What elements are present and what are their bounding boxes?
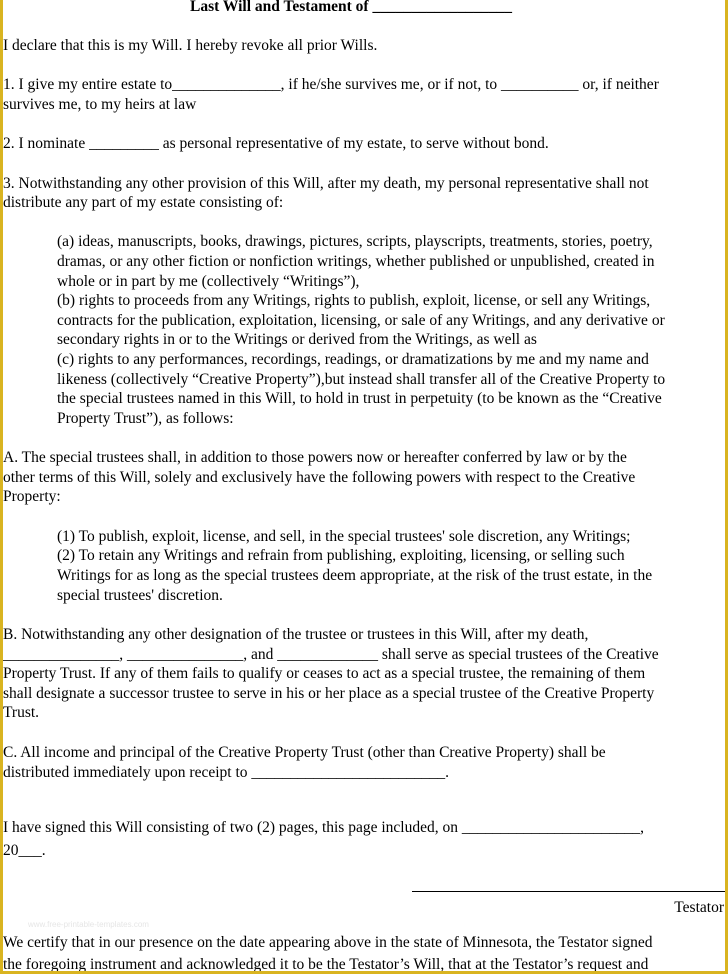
clause-a-item-line: (1) To publish, exploit, license, and sell, in the special trustees' sole discretion, any Writings; — [57, 528, 631, 545]
clause-a-item-line: Writings for as long as the special trustees deem appropriate, at the risk of the trust estate, in the — [57, 567, 653, 584]
clause-a-line: A. The special trustees shall, in addition to those powers now or hereafter conferred by law or by the — [3, 449, 627, 466]
clause-3-line-2: distribute any part of my estate consisting of: — [3, 194, 284, 211]
testator-signature-line — [412, 891, 728, 892]
clause-c-line: C. All income and principal of the Creative Property Trust (other than Creative Property) shall be — [3, 744, 606, 761]
clause-3-item-line: (b) rights to proceeds from any Writings, rights to publish, exploit, license, or sell any Writings, — [57, 292, 651, 309]
signed-year-line: 20___. — [3, 842, 46, 859]
clause-b-line: shall designate a successor trustee to serve in his or her place as a special trustee of the Creative Property — [3, 685, 655, 702]
clause-a-line: Property: — [3, 488, 61, 505]
clause-c-line: distributed immediately upon receipt to _________________________. — [3, 764, 449, 781]
document-title: Last Will and Testament of __________________ — [190, 0, 512, 15]
clause-b-line: Trust. — [3, 704, 40, 721]
clause-b-line: _______________, _______________, and _____________ shall serve as special trustees of the Creative — [3, 646, 659, 663]
clause-1-line-1: 1. I give my entire estate to______________, if he/she survives me, or if not, to __________ or, if neither — [3, 76, 659, 93]
clause-3-item-line: whole or in part by me (collectively “Writings”), — [57, 273, 360, 290]
certify-line: We certify that in our presence on the date appearing above in the state of Minnesota, the Testator signed — [3, 934, 653, 951]
clause-3-item-line: (c) rights to any performances, recordings, readings, or dramatizations by me and my name and — [57, 351, 649, 368]
clause-a-line: other terms of this Will, solely and exclusively have the following powers with respect to the Creative — [3, 469, 636, 486]
clause-3-item-line: contracts for the publication, exploitation, licensing, or sale of any Writings, and any derivative or — [57, 312, 665, 329]
watermark-text: www.free-printable-templates.com — [28, 920, 149, 929]
clause-3-item-line: (a) ideas, manuscripts, books, drawings, pictures, scripts, playscripts, treatments, stories, poetry, — [57, 233, 653, 250]
clause-1-line-2: survives me, to my heirs at law — [3, 96, 197, 113]
clause-a-item-line: (2) To retain any Writings and refrain from publishing, exploiting, licensing, or selling such — [57, 547, 625, 564]
clause-b-line: Property Trust. If any of them fails to qualify or ceases to act as a special trustee, the remaining of them — [3, 665, 646, 682]
declaration-text: I declare that this is my Will. I hereby revoke all prior Wills. — [3, 37, 378, 54]
clause-b-line: B. Notwithstanding any other designation of the trustee or trustees in this Will, after my death, — [3, 626, 589, 643]
clause-a-item-line: special trustees' discretion. — [57, 587, 223, 604]
clause-3-item-line: Property Trust”), as follows: — [57, 410, 234, 427]
certify-line: the foregoing instrument and acknowledged it to be the Testator’s Will, that at the Testator’s request and — [3, 956, 649, 973]
clause-2-text: 2. I nominate _________ as personal representative of my estate, to serve without bond. — [3, 135, 549, 152]
clause-3-line-1: 3. Notwithstanding any other provision of this Will, after my death, my personal representative shall not — [3, 175, 649, 192]
testator-label: Testator — [674, 899, 724, 916]
clause-3-item-line: the special trustees named in this Will, to hold in trust in perpetuity (to be known as the “Creative — [57, 390, 662, 407]
clause-3-item-line: secondary rights in or to the Writings or derived from the Writings, as well as — [57, 331, 537, 348]
signed-line: I have signed this Will consisting of two (2) pages, this page included, on _______________________, — [3, 819, 644, 836]
clause-3-item-line: dramas, or any other fiction or nonfiction writings, whether published or unpublished, created in — [57, 253, 655, 270]
clause-3-item-line: likeness (collectively “Creative Property”),but instead shall transfer all of the Creative Property to — [57, 371, 666, 388]
